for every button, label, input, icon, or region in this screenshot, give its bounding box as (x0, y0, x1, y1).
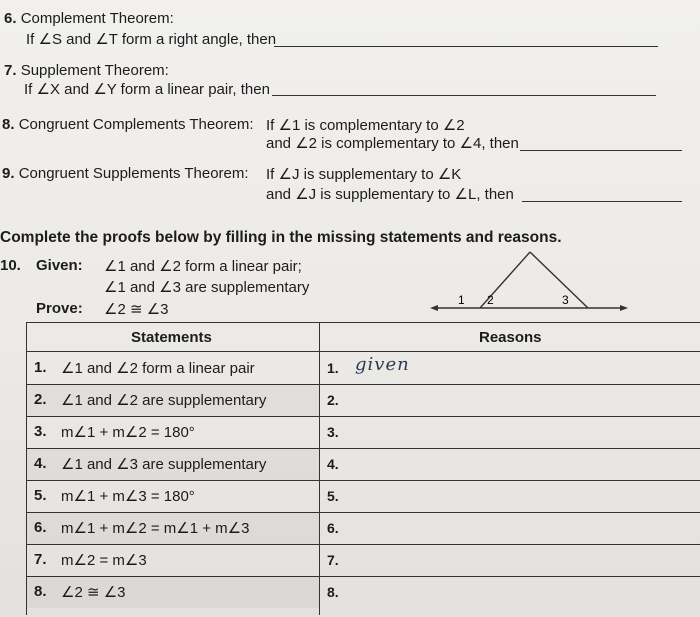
statement-number: 7. (34, 551, 47, 568)
theorem-6-title (4, 10, 174, 27)
proof-row-2 (27, 384, 700, 417)
reason-number: 7. (327, 552, 339, 568)
reason-number: 3. (327, 424, 339, 440)
theorem-6-number: 6. (4, 10, 17, 27)
proof-row-3 (27, 416, 700, 449)
statement-cell (27, 384, 319, 416)
proof-row-1 (27, 352, 700, 385)
linear-pair-diagram (430, 246, 630, 326)
theorem-7-condition: If ∠X and ∠Y form a linear pair, then (24, 81, 270, 98)
statement-text: ∠1 and ∠2 form a linear pair (61, 360, 255, 377)
theorem-9-condition-2: and ∠J is supplementary to ∠L, then (266, 186, 514, 203)
theorem-6-condition: If ∠S and ∠T form a right angle, then (26, 31, 277, 48)
statement-number: 8. (34, 583, 47, 600)
reason-number: 2. (327, 392, 339, 408)
reason-number: 6. (327, 520, 339, 536)
reason-handwritten[interactable]: given (355, 354, 410, 375)
statement-cell (27, 416, 319, 448)
given-statement-1: ∠1 and ∠2 form a linear pair; (104, 258, 302, 275)
theorem-9-title (2, 165, 249, 182)
given-statement-2: ∠1 and ∠3 are supplementary (104, 279, 310, 296)
reason-number: 8. (327, 584, 339, 600)
statement-cell (27, 448, 319, 480)
angle-3-label: 3 (562, 293, 569, 307)
statement-number: 2. (34, 391, 47, 408)
statement-text: ∠1 and ∠2 are supplementary (61, 392, 267, 409)
theorem-8-name: Congruent Complements Theorem: (18, 116, 254, 133)
reasons-header: Reasons (479, 329, 542, 346)
theorem-8-condition-1: If ∠1 is complementary to ∠2 (266, 117, 465, 134)
statement-number: 1. (34, 359, 47, 376)
statement-number: 5. (34, 487, 47, 504)
statement-text: ∠2 ≅ ∠3 (61, 584, 126, 601)
statement-text: m∠1 + m∠2 = m∠1 + m∠3 (61, 520, 250, 537)
left-arrow-icon (430, 305, 438, 311)
statement-cell (27, 544, 319, 576)
theorem-7-number: 7. (4, 62, 17, 79)
proof-table-header (27, 323, 700, 352)
prove-statement: ∠2 ≅ ∠3 (104, 301, 169, 318)
proof-row-4 (27, 448, 700, 481)
statements-header: Statements (131, 329, 212, 346)
right-arrow-icon (620, 305, 628, 311)
proof-row-6 (27, 512, 700, 545)
statement-number: 6. (34, 519, 47, 536)
theorem-9-name: Congruent Supplements Theorem: (18, 165, 249, 182)
problem-10-number: 10. (0, 257, 21, 274)
theorem-7-name: Supplement Theorem: (20, 62, 169, 79)
theorem-6-answer-blank[interactable] (274, 46, 658, 47)
reason-number: 1. (327, 360, 339, 376)
prove-label: Prove: (36, 300, 83, 317)
angle-2-label: 2 (487, 293, 494, 307)
theorem-7-title (4, 62, 169, 79)
right-ray (530, 252, 588, 308)
proof-row-5 (27, 480, 700, 513)
given-label: Given: (36, 257, 83, 274)
theorem-7-answer-blank[interactable] (272, 95, 656, 96)
statement-cell (27, 352, 319, 384)
proof-table (26, 322, 700, 615)
angle-1-label: 1 (458, 293, 465, 307)
statement-cell (27, 480, 319, 512)
statement-text: m∠2 = m∠3 (61, 552, 147, 569)
statement-number: 3. (34, 423, 47, 440)
statement-cell (27, 512, 319, 544)
reason-number: 4. (327, 456, 339, 472)
theorem-6-name: Complement Theorem: (20, 10, 174, 27)
statement-text: m∠1 + m∠3 = 180° (61, 488, 195, 505)
statement-text: ∠1 and ∠3 are supplementary (61, 456, 267, 473)
statement-text: m∠1 + m∠2 = 180° (61, 424, 195, 441)
proof-row-8 (27, 576, 700, 608)
instructions-heading: Complete the proofs below by filling in the missing statements and reasons. (0, 229, 562, 246)
statement-cell (27, 576, 319, 608)
theorem-9-condition-1: If ∠J is supplementary to ∠K (266, 166, 462, 183)
theorem-8-condition-2: and ∠2 is complementary to ∠4, then (266, 135, 519, 152)
theorem-8-answer-blank[interactable] (520, 150, 682, 151)
theorem-9-number: 9. (2, 165, 15, 182)
theorem-8-title (2, 116, 254, 133)
reason-number: 5. (327, 488, 339, 504)
theorem-8-number: 8. (2, 116, 15, 133)
column-divider (319, 323, 320, 615)
proof-row-7 (27, 544, 700, 577)
statement-number: 4. (34, 455, 47, 472)
theorem-9-answer-blank[interactable] (522, 201, 682, 202)
